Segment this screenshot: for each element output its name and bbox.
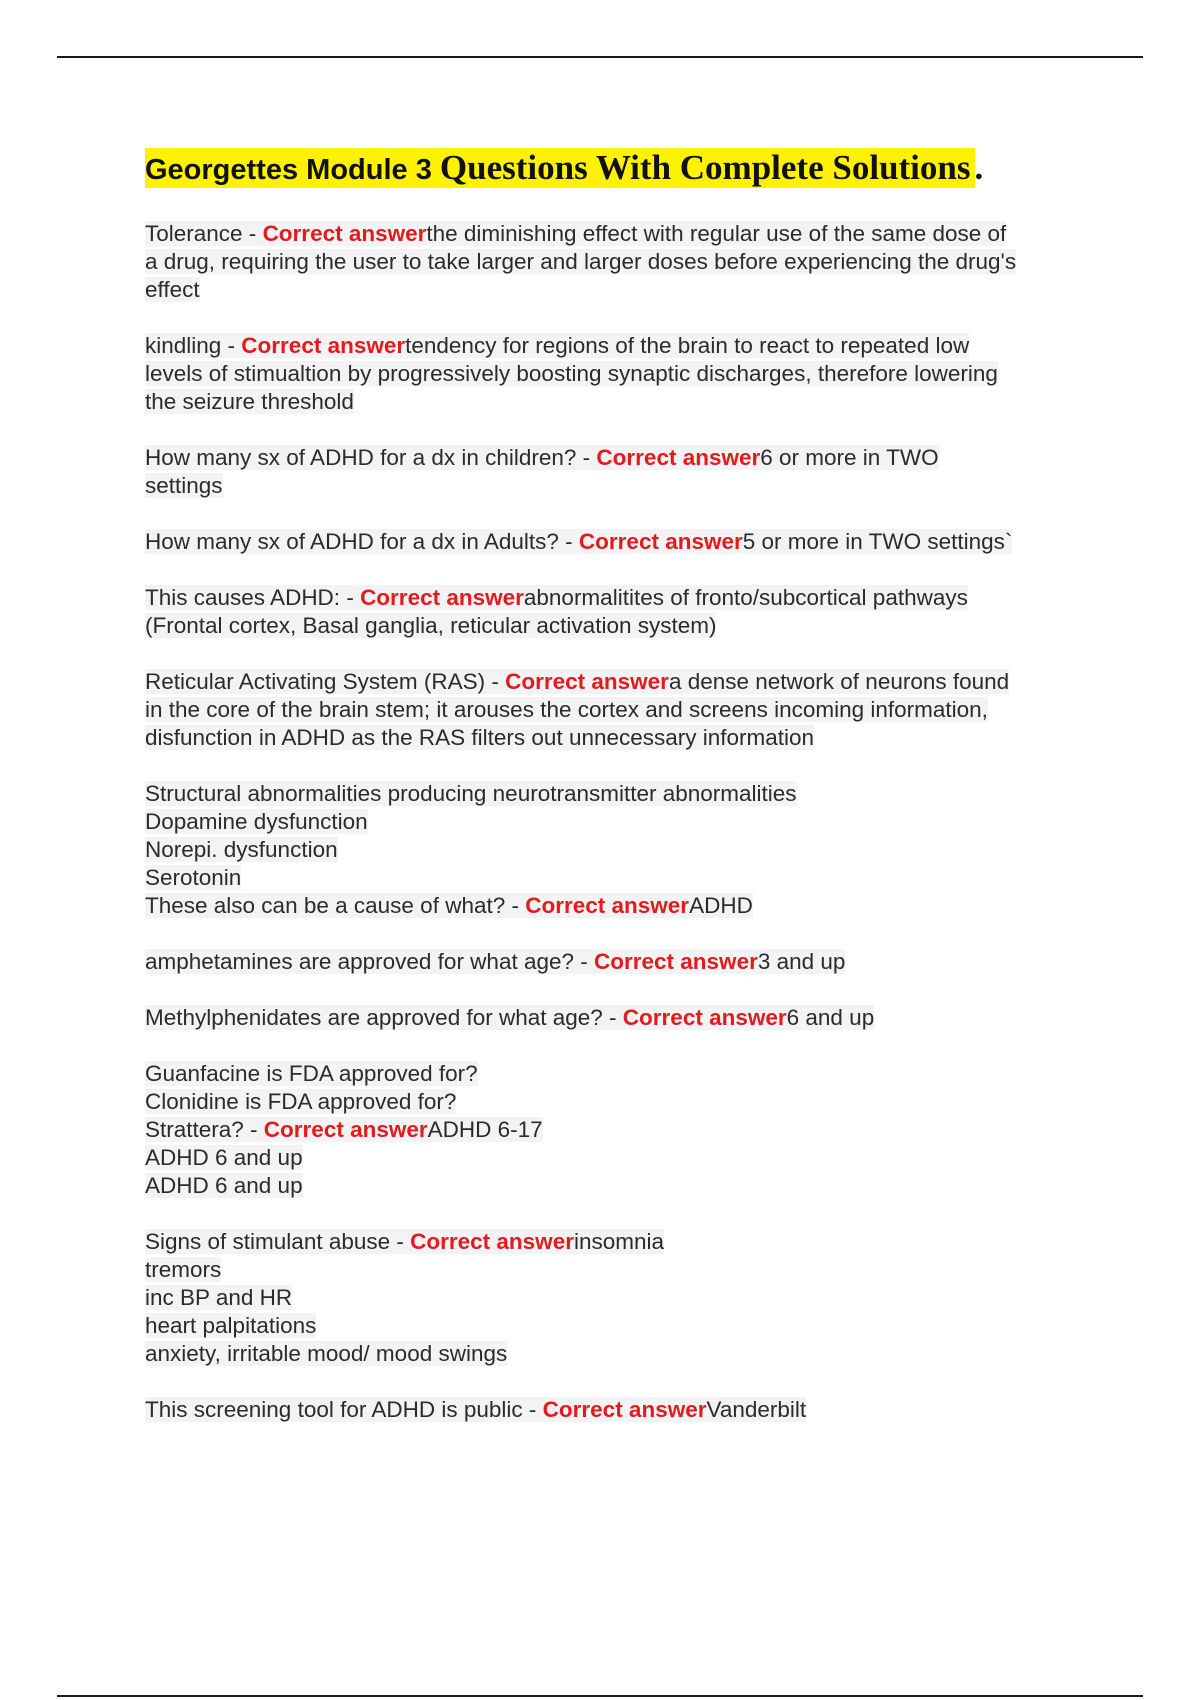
- qa-line-text: [145, 949, 845, 974]
- answer-continuation: effect: [145, 277, 200, 302]
- answer-continuation: a drug, requiring the user to take larger and larger doses before experiencing the drug's: [145, 249, 1017, 274]
- qa-line: [145, 1284, 1090, 1312]
- qa-line-text: [145, 1061, 478, 1086]
- qa-line-text: [145, 837, 338, 862]
- qa-line: [145, 220, 1090, 248]
- correct-answer-label: Correct answer: [594, 949, 758, 974]
- qa-line-text: [145, 809, 368, 834]
- qa-line: [145, 696, 1090, 724]
- answer-text: abnormalitites of fronto/subcortical pathways: [523, 585, 968, 610]
- qa-line-text: [145, 1285, 292, 1310]
- question-line: Clonidine is FDA approved for?: [145, 1089, 457, 1114]
- qa-line-text: [145, 613, 716, 638]
- qa-item: [145, 1228, 1090, 1368]
- qa-line: [145, 892, 1090, 920]
- question-text: Strattera? -: [145, 1117, 264, 1142]
- qa-line-text: [145, 1313, 316, 1338]
- qa-item: [145, 948, 1090, 976]
- qa-line: [145, 1116, 1090, 1144]
- answer-continuation: heart palpitations: [145, 1313, 317, 1338]
- qa-line: [145, 248, 1090, 276]
- qa-line: [145, 444, 1090, 472]
- qa-line: [145, 1088, 1090, 1116]
- answer-text: 6 or more in TWO: [760, 445, 939, 470]
- answer-text: Vanderbilt: [706, 1397, 807, 1422]
- qa-item: [145, 780, 1090, 920]
- correct-answer-label: Correct answer: [241, 333, 406, 358]
- answer-text: insomnia: [573, 1229, 665, 1254]
- answer-continuation: ADHD 6 and up: [145, 1173, 303, 1198]
- answer-text: 6 and up: [786, 1005, 875, 1030]
- question-line: Norepi. dysfunction: [145, 837, 338, 862]
- qa-line-text: [145, 1117, 543, 1142]
- qa-item: [145, 584, 1090, 640]
- answer-continuation: (Frontal cortex, Basal ganglia, reticular activation system): [145, 613, 717, 638]
- qa-line: [145, 1228, 1090, 1256]
- qa-line: [145, 472, 1090, 500]
- qa-line-text: [145, 1089, 456, 1114]
- answer-continuation: settings: [145, 473, 223, 498]
- qa-line-text: [145, 1229, 664, 1254]
- qa-line-text: [145, 249, 1016, 274]
- answer-continuation: tremors: [145, 1257, 222, 1282]
- question-text: amphetamines are approved for what age? -: [145, 949, 595, 974]
- qa-item: [145, 668, 1090, 752]
- correct-answer-label: Correct answer: [622, 1005, 787, 1030]
- answer-text: 3 and up: [757, 949, 846, 974]
- qa-list: [145, 220, 1090, 1424]
- qa-line: [145, 528, 1090, 556]
- correct-answer-label: Correct answer: [410, 1229, 574, 1254]
- answer-continuation: anxiety, irritable mood/ mood swings: [145, 1341, 508, 1366]
- answer-text: tendency for regions of the brain to react to repeated low: [405, 333, 970, 358]
- qa-line-text: [145, 893, 753, 918]
- qa-line: [145, 332, 1090, 360]
- qa-item: [145, 444, 1090, 500]
- qa-line-text: [145, 585, 968, 610]
- qa-line-text: [145, 725, 814, 750]
- qa-line-text: [145, 1005, 874, 1030]
- qa-line-text: [145, 361, 998, 386]
- qa-line: [145, 360, 1090, 388]
- qa-line-text: [145, 445, 939, 470]
- qa-line-text: [145, 697, 988, 722]
- qa-line-text: [145, 865, 241, 890]
- qa-line-text: [145, 781, 797, 806]
- correct-answer-label: Correct answer: [525, 893, 690, 918]
- correct-answer-label: Correct answer: [505, 669, 669, 694]
- qa-line-text: [145, 529, 1012, 554]
- qa-line-text: [145, 669, 1009, 694]
- correct-answer-label: Correct answer: [578, 529, 743, 554]
- qa-line: [145, 1004, 1090, 1032]
- correct-answer-label: Correct answer: [596, 445, 761, 470]
- answer-text: a dense network of neurons found: [668, 669, 1010, 694]
- qa-line: [145, 724, 1090, 752]
- question-text: Signs of stimulant abuse -: [145, 1229, 411, 1254]
- qa-line: [145, 668, 1090, 696]
- qa-line-text: [145, 1173, 303, 1198]
- qa-line-text: [145, 1257, 221, 1282]
- question-line: Guanfacine is FDA approved for?: [145, 1061, 478, 1086]
- answer-continuation: levels of stimualtion by progressively boosting synaptic discharges, therefore lowering: [145, 361, 998, 386]
- question-text: How many sx of ADHD for a dx in Adults? -: [145, 529, 579, 554]
- qa-line-text: [145, 333, 969, 358]
- qa-line: [145, 808, 1090, 836]
- question-text: kindling -: [145, 333, 242, 358]
- qa-line-text: [145, 473, 223, 498]
- correct-answer-label: Correct answer: [262, 221, 427, 246]
- qa-line: [145, 612, 1090, 640]
- answer-continuation: inc BP and HR: [145, 1285, 293, 1310]
- qa-line: [145, 388, 1090, 416]
- answer-continuation: ADHD 6 and up: [145, 1145, 303, 1170]
- correct-answer-label: Correct answer: [360, 585, 524, 610]
- qa-line: [145, 1396, 1090, 1424]
- title-part-1: Georgettes Module 3: [145, 154, 440, 186]
- correct-answer-label: Correct answer: [542, 1397, 707, 1422]
- title-period: .: [974, 148, 984, 187]
- qa-line: [145, 1172, 1090, 1200]
- title-part-2: Questions With Complete Solutions: [439, 148, 971, 187]
- question-text: Reticular Activating System (RAS) -: [145, 669, 506, 694]
- answer-continuation: the seizure threshold: [145, 389, 354, 414]
- question-line: Serotonin: [145, 865, 242, 890]
- answer-text: 5 or more in TWO settings`: [742, 529, 1013, 554]
- qa-line-text: [145, 1341, 507, 1366]
- qa-line: [145, 864, 1090, 892]
- question-text: Methylphenidates are approved for what age? -: [145, 1005, 623, 1030]
- qa-item: [145, 1060, 1090, 1200]
- question-text: These also can be a cause of what? -: [145, 893, 526, 918]
- qa-line: [145, 836, 1090, 864]
- answer-continuation: in the core of the brain stem; it arouses the cortex and screens incoming information,: [145, 697, 988, 722]
- question-line: Structural abnormalities producing neurotransmitter abnormalities: [145, 781, 797, 806]
- qa-item: [145, 1004, 1090, 1032]
- qa-line-text: [145, 1145, 303, 1170]
- title-highlight: [145, 148, 975, 188]
- qa-line: [145, 1340, 1090, 1368]
- answer-continuation: disfunction in ADHD as the RAS filters out unnecessary information: [145, 725, 815, 750]
- question-text: This screening tool for ADHD is public -: [145, 1397, 543, 1422]
- qa-line: [145, 1256, 1090, 1284]
- question-text: This causes ADHD: -: [145, 585, 361, 610]
- qa-item: [145, 1396, 1090, 1424]
- qa-line-text: [145, 221, 1006, 246]
- qa-line: [145, 276, 1090, 304]
- qa-line: [145, 948, 1090, 976]
- top-rule: [57, 56, 1143, 58]
- qa-line-text: [145, 277, 200, 302]
- correct-answer-label: Correct answer: [263, 1117, 428, 1142]
- qa-line-text: [145, 389, 354, 414]
- qa-line: [145, 1060, 1090, 1088]
- document-title: [145, 148, 1090, 190]
- qa-line: [145, 584, 1090, 612]
- qa-line: [145, 1312, 1090, 1340]
- answer-text: ADHD: [689, 893, 753, 918]
- question-line: Dopamine dysfunction: [145, 809, 368, 834]
- qa-line: [145, 780, 1090, 808]
- question-text: How many sx of ADHD for a dx in children? -: [145, 445, 597, 470]
- qa-line-text: [145, 1397, 806, 1422]
- document-body: [145, 148, 1090, 1452]
- question-text: Tolerance -: [145, 221, 263, 246]
- qa-item: [145, 528, 1090, 556]
- qa-line: [145, 1144, 1090, 1172]
- qa-item: [145, 332, 1090, 416]
- answer-text: ADHD 6-17: [427, 1117, 543, 1142]
- bottom-rule: [57, 1695, 1143, 1697]
- answer-text: the diminishing effect with regular use of the same dose of: [426, 221, 1007, 246]
- qa-item: [145, 220, 1090, 304]
